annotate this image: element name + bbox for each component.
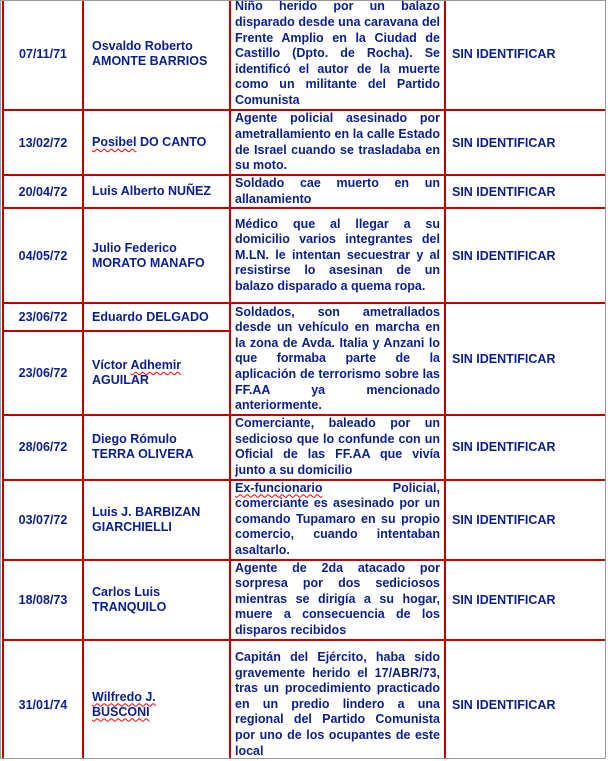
victims-table bbox=[2, 0, 606, 759]
status-cell: SIN IDENTIFICAR bbox=[445, 208, 606, 303]
date-cell: 23/06/72 bbox=[3, 303, 83, 331]
date-cell: 04/05/72 bbox=[3, 208, 83, 303]
date-cell: 20/04/72 bbox=[3, 175, 83, 208]
description-text: Policial, comerciante es asesinado por un comando Tupamaro en su propio comercio, cuando intentaban asaltarlo. bbox=[235, 480, 440, 557]
first-name: Carlos Luis bbox=[92, 584, 161, 599]
description-cell: Soldados, son ametrallados desde un vehículo en marcha en la zona de Avda. Italia y Anzani lo que formaba parte de la aplicación de terrorismo sobre las FF.AA ya mencionado anteriormente. bbox=[230, 303, 445, 415]
date-cell: 28/06/72 bbox=[3, 415, 83, 479]
description-cell: Niño herido por un balazo disparado desde una caravana del Frente Amplio en la Ciudad de Castillo (Dpto. de Rocha). Se identificó el autor de la muerte como un militante del Partido Comunista bbox=[230, 0, 445, 110]
description-cell: Agente de 2da atacado por sorpresa por dos sediciosos mientras se dirigía a su hogar, muere a consecuencia de los disparos recibidos bbox=[230, 560, 445, 640]
name-cell bbox=[83, 331, 230, 415]
name-cell bbox=[83, 175, 230, 208]
first-name: Osvaldo Roberto bbox=[92, 39, 193, 53]
table-row bbox=[3, 415, 606, 479]
last-name: TERRA OLIVERA bbox=[92, 447, 194, 462]
first-name: Luis J. BARBIZAN bbox=[92, 504, 201, 519]
status-cell: SIN IDENTIFICAR bbox=[445, 303, 606, 415]
table-row bbox=[3, 640, 606, 759]
name-cell bbox=[83, 0, 230, 110]
first-name: Posibel bbox=[92, 135, 137, 149]
status-cell: SIN IDENTIFICAR bbox=[445, 175, 606, 208]
status-cell: SIN IDENTIFICAR bbox=[445, 415, 606, 479]
date-cell: 03/07/72 bbox=[3, 480, 83, 560]
first-name: Luis Alberto bbox=[92, 184, 165, 199]
last-name: NUÑEZ bbox=[167, 184, 212, 199]
description-cell: Comerciante, baleado por un sedicioso que lo confunde con un Oficial de las FF.AA que vivía junto a su domicilio bbox=[230, 415, 445, 479]
name-cell bbox=[83, 110, 230, 175]
first-name: Diego Rómulo bbox=[92, 432, 177, 447]
first-name: Julio Federico bbox=[92, 240, 177, 255]
date-cell: 23/06/72 bbox=[3, 331, 83, 415]
last-name: GIARCHIELLI bbox=[92, 519, 172, 534]
last-name: DO CANTO bbox=[139, 135, 207, 149]
spellcheck-word: Ex-funcionario bbox=[235, 480, 323, 495]
name-cell bbox=[83, 640, 230, 759]
description-cell: Capitán del Ejército, haba sido gravemente herido el 17/ABR/73, tras un procedimiento practicado en un predio lindero a una regional del Partido Comunista por uno de los ocupantes de este local bbox=[230, 640, 445, 759]
name-cell bbox=[83, 208, 230, 303]
first-name: Víctor bbox=[92, 358, 128, 373]
last-name: TRANQUILO bbox=[92, 599, 167, 614]
last-name: AMONTE BARRIOS bbox=[92, 54, 208, 68]
table-row bbox=[3, 480, 606, 560]
description-cell: Médico que al llegar a su domicilio varios integrantes del M.LN. le intentan secuestrar y al resistirse lo asesinan de un balazo disparado a quema ropa. bbox=[230, 208, 445, 303]
name-cell bbox=[83, 415, 230, 479]
first-name: Eduardo bbox=[92, 309, 143, 324]
name-cell bbox=[83, 480, 230, 560]
table-row bbox=[3, 208, 606, 303]
status-cell: SIN IDENTIFICAR bbox=[445, 110, 606, 175]
date-cell: 13/02/72 bbox=[3, 110, 83, 175]
table-row bbox=[3, 175, 606, 208]
status-cell: SIN IDENTIFICAR bbox=[445, 0, 606, 110]
table-row bbox=[3, 110, 606, 175]
status-cell: SIN IDENTIFICAR bbox=[445, 480, 606, 560]
name-cell bbox=[83, 303, 230, 331]
date-cell: 31/01/74 bbox=[3, 640, 83, 759]
table-row bbox=[3, 560, 606, 640]
description-cell bbox=[230, 480, 445, 560]
last-name: AGUILAR bbox=[92, 373, 149, 388]
date-cell: 07/11/71 bbox=[3, 0, 83, 110]
middle-name: Adhemir bbox=[130, 358, 182, 373]
last-name: MORATO MANAFO bbox=[92, 255, 205, 270]
status-cell: SIN IDENTIFICAR bbox=[445, 640, 606, 759]
description-cell: Agente policial asesinado por ametrallamiento en la calle Estado de Israel cuando se trasladaba en su moto. bbox=[230, 110, 445, 175]
table-row bbox=[3, 303, 606, 331]
first-name: Wilfredo J. bbox=[92, 689, 156, 704]
name-cell bbox=[83, 560, 230, 640]
last-name: BUSCONI bbox=[92, 704, 150, 719]
date-cell: 18/08/73 bbox=[3, 560, 83, 640]
table-row bbox=[3, 0, 606, 110]
last-name: DELGADO bbox=[146, 309, 209, 324]
description-cell: Soldado cae muerto en un allanamiento bbox=[230, 175, 445, 208]
status-cell: SIN IDENTIFICAR bbox=[445, 560, 606, 640]
